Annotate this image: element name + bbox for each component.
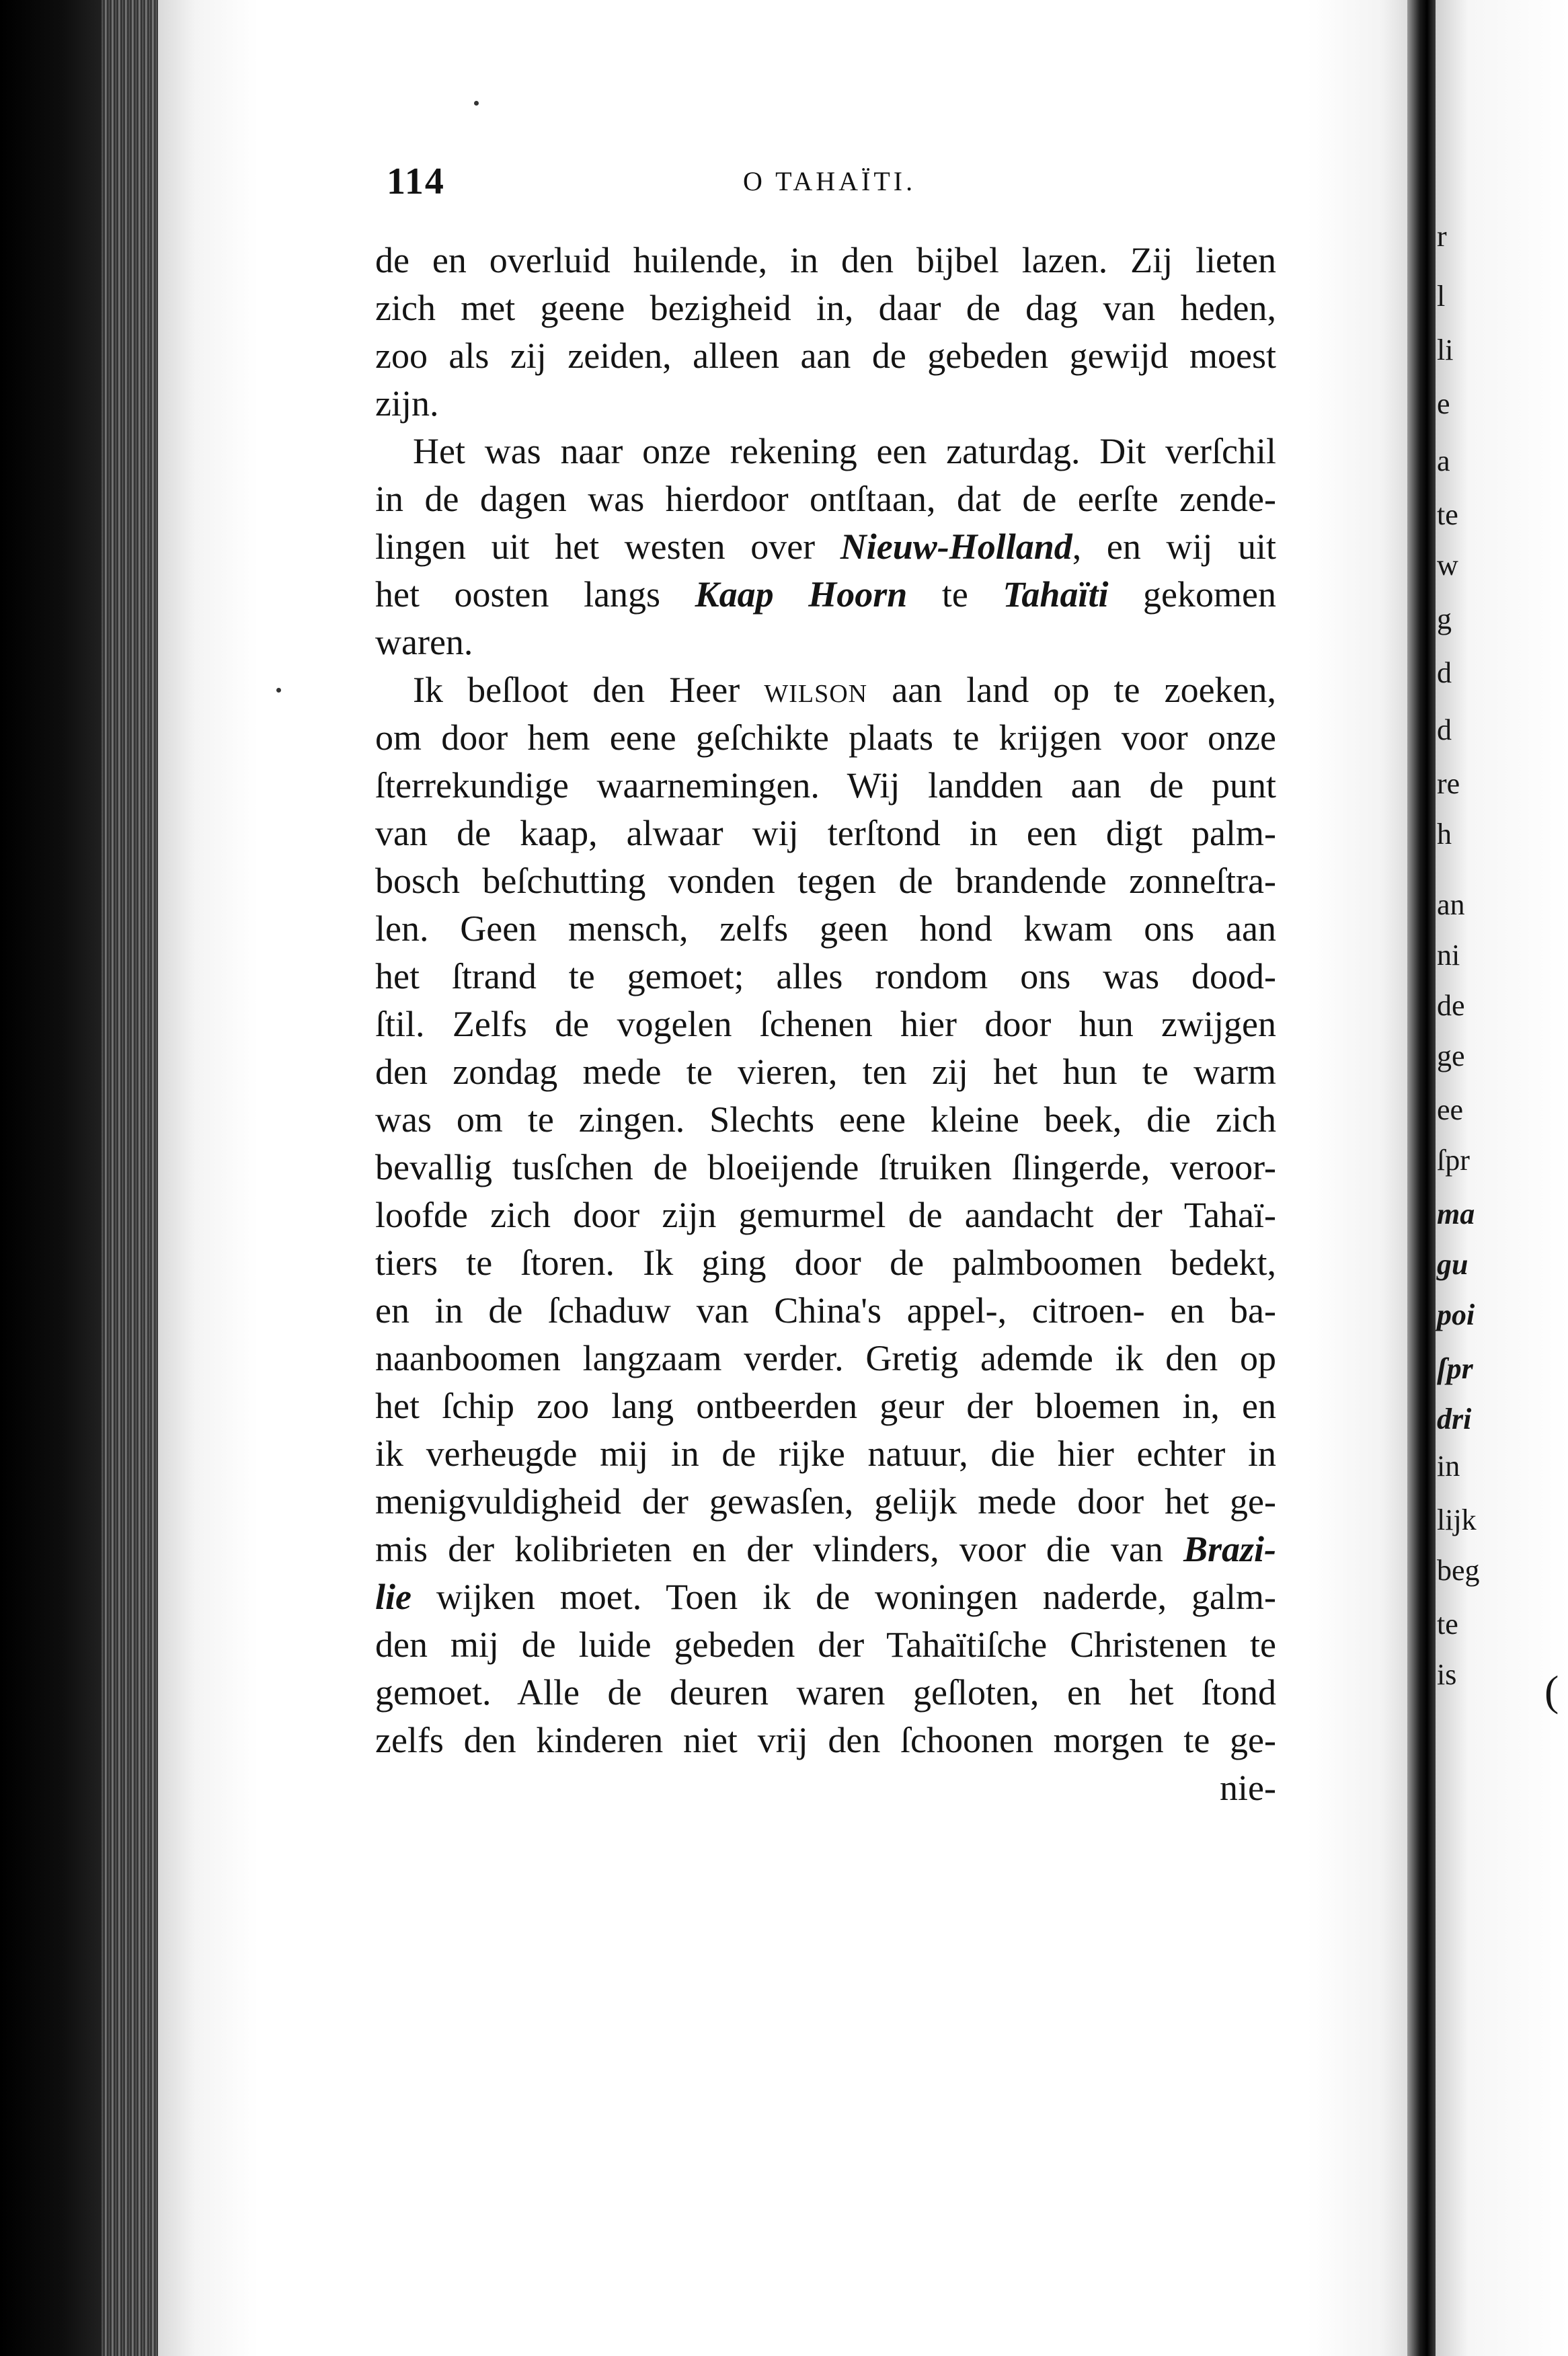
text-line	[375, 1573, 1276, 1621]
text-segment: het oosten langs	[375, 574, 695, 615]
facing-page-line-fragment: te	[1437, 498, 1458, 531]
text-line: was om te zingen. Slechts eene kleine beek, die zich	[375, 1099, 1276, 1140]
text-line: Het was naar onze rekening een zaturdag. Dit verſchil	[413, 431, 1276, 471]
text-line: ik verheugde mij in de rijke natuur, die hier echter in	[375, 1434, 1276, 1474]
facing-page-glyph: (	[1544, 1667, 1559, 1715]
page-header	[387, 160, 1267, 207]
text-line: loofde zich door zijn gemurmel de aandacht der Tahaï-	[375, 1195, 1276, 1235]
text-line	[375, 571, 1276, 619]
text-line: het ſtrand te gemoet; alles rondom ons was dood-	[375, 956, 1276, 996]
facing-page-line-fragment: l	[1437, 280, 1446, 313]
text-segment: , en wij uit	[1072, 526, 1276, 567]
facing-page-line-fragment: e	[1437, 387, 1450, 420]
facing-page-line-fragment: in	[1437, 1450, 1460, 1483]
text-segment: Ik beſloot den Heer	[413, 670, 765, 710]
text-line	[375, 523, 1276, 571]
italic-text: Nieuw-Holland	[840, 526, 1072, 567]
text-segment: lingen uit het westen over	[375, 526, 840, 567]
italic-text: Tahaïti	[1003, 574, 1109, 615]
facing-page-line-fragment: gu	[1437, 1248, 1468, 1281]
body-text	[375, 237, 1277, 1808]
text-segment: mis der kolibrieten en der vlinders, voor die van	[375, 1529, 1183, 1569]
facing-page-line-fragment: ni	[1437, 939, 1460, 972]
facing-page-line-fragment: de	[1437, 989, 1465, 1022]
text-line: om door hem eene geſchikte plaats te krijgen voor onze	[375, 717, 1276, 758]
facing-page-line-fragment: is	[1437, 1658, 1457, 1691]
facing-page-line-fragment: lijk	[1437, 1503, 1477, 1536]
text-line: bosch beſchutting vonden tegen de brandende zonneſtra-	[375, 861, 1276, 901]
facing-page-line-fragment: beg	[1437, 1554, 1480, 1587]
facing-page-line-fragment: te	[1437, 1608, 1458, 1641]
text-line: de en overluid huilende, in den bijbel lazen. Zij lieten	[375, 240, 1276, 280]
facing-page-fragment	[1436, 0, 1568, 2356]
text-line: ſterrekundige waarnemingen. Wij landden aan de punt	[375, 765, 1276, 806]
text-line: van de kaap, alwaar wij terſtond in een digt palm-	[375, 813, 1276, 853]
text-line: het ſchip zoo lang ontbeerden geur der bloemen in, en	[375, 1386, 1276, 1426]
text-segment: te	[907, 574, 1003, 615]
facing-page-line-fragment: dri	[1437, 1403, 1472, 1436]
facing-page-line-fragment: poi	[1437, 1298, 1475, 1331]
text-line: naanboomen langzaam verder. Gretig ademde ik den op	[375, 1338, 1276, 1378]
facing-page-line-fragment: h	[1437, 818, 1452, 851]
facing-page-line-fragment: g	[1437, 602, 1452, 635]
text-segment: aan land op te zoeken,	[867, 670, 1277, 710]
text-line	[375, 666, 1276, 714]
facing-page-line-fragment: re	[1437, 767, 1460, 800]
text-line: zelfs den kinderen niet vrij den ſchoonen morgen te ge-	[375, 1720, 1276, 1760]
facing-page-line-fragment: d	[1437, 656, 1452, 689]
text-line	[375, 1526, 1276, 1573]
text-line: waren.	[375, 622, 473, 662]
facing-page-line-fragment: a	[1437, 444, 1450, 477]
running-title: O TAHAÏTI.	[743, 166, 916, 196]
text-line: zich met geene bezigheid in, daar de dag van heden,	[375, 288, 1276, 328]
text-line: ſtil. Zelfs de vogelen ſchenen hier door hun zwijgen	[375, 1004, 1276, 1044]
facing-page-line-fragment: an	[1437, 888, 1465, 921]
text-segment: gekomen	[1108, 574, 1276, 615]
ink-speck	[474, 101, 479, 106]
text-line: den zondag mede te vieren, ten zij het hun te warm	[375, 1052, 1276, 1092]
text-segment: wijken moet. Toen ik de woningen naderde, galm-	[411, 1577, 1276, 1617]
small-caps-text: wilson	[764, 670, 868, 710]
text-line: zijn.	[375, 383, 439, 424]
text-line: zoo als zij zeiden, alleen aan de gebeden gewijd moest	[375, 336, 1276, 376]
facing-page-line-fragment: ſpr	[1437, 1352, 1473, 1385]
text-line: en in de ſchaduw van China's appel-, citroen- en ba-	[375, 1290, 1276, 1331]
ink-speck	[276, 688, 281, 693]
facing-page-line-fragment: ee	[1437, 1093, 1464, 1126]
book-gutter	[1407, 0, 1436, 2356]
text-line: len. Geen mensch, zelfs geen hond kwam ons aan	[375, 908, 1276, 949]
facing-page-line-fragment: ſpr	[1437, 1144, 1470, 1177]
facing-page-line-fragment: li	[1437, 333, 1454, 366]
italic-text: Kaap Hoorn	[695, 574, 908, 615]
text-line: den mij de luide gebeden der Tahaïtiſche Christenen te	[375, 1624, 1276, 1665]
text-line: bevallig tusſchen de bloeijende ſtruiken ſlingerde, veroor-	[375, 1147, 1276, 1187]
text-line: tiers te ſtoren. Ik ging door de palmboomen bedekt,	[375, 1243, 1276, 1283]
page-number: 114	[387, 161, 445, 202]
text-line: menigvuldigheid der gewasſen, gelijk mede door het ge-	[375, 1481, 1276, 1522]
facing-page-line-fragment: ge	[1437, 1039, 1465, 1072]
text-line: nie-	[1220, 1768, 1276, 1808]
facing-page-line-fragment: d	[1437, 713, 1452, 746]
text-line: in de dagen was hierdoor ontſtaan, dat de eerſte zende-	[375, 479, 1276, 519]
text-line: gemoet. Alle de deuren waren geſloten, en het ſtond	[375, 1672, 1276, 1713]
italic-text: lie	[375, 1577, 411, 1617]
italic-text: Brazi-	[1183, 1529, 1276, 1569]
facing-page-line-fragment: ma	[1437, 1197, 1475, 1230]
facing-page-line-fragment: w	[1437, 549, 1458, 582]
facing-page-line-fragment: r	[1437, 220, 1447, 253]
